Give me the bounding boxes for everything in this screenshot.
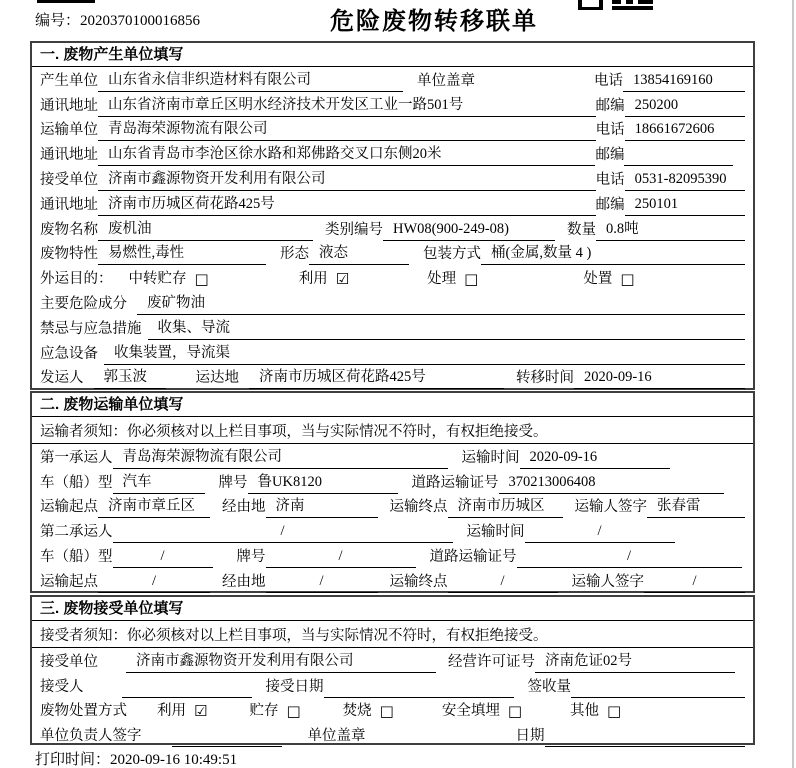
transporter-phone-value: 18661672606 (625, 121, 745, 141)
waste-category-label: 类别编号 (325, 221, 383, 238)
receipt-amount-label: 签收量 (527, 678, 571, 695)
plate1-label: 牌号 (218, 474, 248, 491)
road-license2-label: 道路运输证号 (429, 548, 517, 565)
shipper-label: 发运人 (40, 370, 84, 387)
vehicle-type2-value: / (113, 548, 213, 568)
road-license1-label: 道路运输证号 (411, 474, 499, 491)
transfer-time-value: 2020-09-16 (574, 369, 745, 389)
row-manager-sign (32, 722, 753, 747)
waste-category-value: HW08(900-249-08) (383, 221, 555, 241)
route2-via-value: / (266, 573, 378, 593)
disposal-option-incinerate: 焚烧 (342, 703, 372, 720)
waste-quantity-label: 数量 (567, 221, 596, 238)
row-receiver-notice (32, 621, 753, 648)
purpose-option-dispose: 处置 (583, 271, 613, 288)
disposal-option-other: 其他 (570, 703, 600, 720)
waste-traits-label: 废物特性 (40, 246, 98, 263)
print-time-label: 打印时间： (35, 752, 111, 768)
section-producer (30, 41, 755, 390)
plate2-label: 牌号 (236, 548, 266, 565)
receiver-phone-label: 电话 (595, 171, 625, 188)
accept-date-value (324, 695, 514, 698)
waste-name-label: 废物名称 (40, 221, 98, 238)
section-receiver-title: 三. 废物接受单位填写 (32, 597, 753, 621)
transporter-notice-label: 运输者须知： (40, 423, 127, 440)
vehicle-type1-value: 汽车 (113, 470, 205, 494)
cropped-header-artifact (37, 0, 95, 3)
section-producer-title: 一. 废物产生单位填写 (32, 43, 753, 67)
serial-number (35, 9, 200, 30)
disposal-option-use: 利用 (157, 703, 186, 720)
row-shipper (32, 365, 753, 390)
route1-sign-value: 张春雷 (647, 494, 745, 518)
disposal-method-label: 废物处置方式 (40, 703, 127, 720)
disposal-incinerate-checkbox: □ (379, 702, 394, 721)
accept-person-label: 接受人 (40, 678, 84, 695)
serial-value: 2020370100016856 (80, 13, 201, 29)
emergency-measures-value: 收集、导流 (148, 316, 746, 340)
purpose-use-checkbox: ☑ (335, 270, 350, 289)
purpose-option-treat: 处理 (427, 271, 457, 288)
transfer-time-label: 转移时间 (516, 370, 574, 387)
row-waste-traits (32, 241, 753, 266)
accept-date-label: 接受日期 (265, 678, 324, 695)
row-emergency-measures (32, 315, 753, 340)
waste-name-value: 废机油 (98, 217, 313, 241)
first-carrier-value: 青岛海荣源物流有限公司 (113, 445, 448, 469)
transporter-unit-label: 运输单位 (40, 122, 98, 139)
qr-code-fragment-icon (578, 0, 654, 10)
receiver-phone-value: 0531-82095390 (625, 171, 745, 191)
route2-sign-label: 运输人签字 (571, 573, 644, 590)
road-license2-value: / (517, 548, 742, 568)
purpose-label: 外运目的： (40, 271, 113, 288)
vehicle-type2-label: 车（船）型 (40, 548, 113, 565)
disposal-option-landfill: 安全填埋 (441, 703, 500, 720)
receiver-unit-label: 接受单位 (40, 171, 98, 188)
route1-start-label: 运输起点 (40, 499, 98, 516)
row-vehicle2 (32, 543, 753, 568)
disposal-other-checkbox: □ (607, 702, 622, 721)
serial-label: 编号： (35, 13, 81, 29)
destination-label: 运达地 (195, 370, 239, 387)
route1-sign-label: 运输人签字 (574, 499, 647, 516)
sign-date-label: 日期 (515, 728, 545, 745)
row-accept-person (32, 673, 753, 698)
accept-person-value (122, 695, 252, 698)
disposal-landfill-checkbox: □ (507, 702, 523, 721)
producer-address-label: 通讯地址 (40, 97, 98, 114)
route2-end-value: / (448, 573, 558, 593)
section-transporter-title: 二. 废物运输单位填写 (32, 393, 753, 417)
producer-phone-label: 电话 (594, 72, 623, 89)
first-carrier-label: 第一承运人 (40, 449, 113, 466)
manager-sign-value (172, 744, 282, 747)
section-transporter (30, 391, 755, 593)
section-receiver (30, 595, 755, 745)
row-transporter-notice (32, 417, 753, 444)
hazard-component-label: 主要危险成分 (40, 295, 127, 312)
road-license1-value: 370213006408 (499, 474, 724, 494)
permit-value: 济南危证02号 (535, 649, 735, 673)
row-receiver-unit (32, 166, 753, 191)
transporter-address-value: 山东省青岛市李沧区徐水路和郑佛路交叉口东侧20米 (98, 142, 595, 166)
producer-zip-value: 250200 (625, 97, 745, 117)
second-carrier-label: 第二承运人 (40, 524, 113, 541)
producer-zip-label: 邮编 (595, 97, 625, 114)
purpose-option-use: 利用 (298, 271, 328, 288)
vehicle-type1-label: 车（船）型 (40, 474, 113, 491)
receiver-notice-text: 你必须核对以上栏目事项，当与实际情况不符时，有权拒绝接受。 (127, 627, 548, 644)
transport-time1-value: 2020-09-16 (520, 449, 670, 469)
disposal-option-store: 贮存 (249, 703, 279, 720)
waste-quantity-value: 0.8吨 (596, 217, 745, 241)
purpose-storage-checkbox: □ (194, 270, 209, 289)
row-route2 (32, 568, 753, 593)
receipt-amount-value (571, 695, 745, 698)
waste-form-label: 形态 (280, 246, 309, 263)
producer-phone-value: 13854169160 (623, 72, 745, 92)
emergency-measures-label: 禁忌与应急措施 (40, 320, 142, 337)
shipper-value: 郭玉波 (94, 365, 166, 389)
route2-start-label: 运输起点 (40, 573, 98, 590)
row-producer-address (32, 92, 753, 117)
transporter-unit-value: 青岛海荣源物流有限公司 (98, 117, 596, 141)
waste-form-value: 液态 (309, 241, 409, 265)
transporter-zip-value (624, 163, 733, 166)
waste-traits-value: 易燃性,毒性 (98, 241, 266, 265)
transporter-zip-label: 邮编 (595, 147, 625, 164)
transport-time2-label: 运输时间 (466, 524, 525, 541)
row-second-carrier (32, 518, 753, 543)
row-emergency-equipment (32, 340, 753, 365)
unit-seal2-label: 单位盖章 (307, 728, 366, 745)
sign-date-value (545, 744, 746, 747)
plate1-value: 鲁UK8120 (248, 470, 398, 494)
row-transporter-unit (32, 117, 753, 142)
transporter-phone-label: 电话 (595, 122, 625, 139)
plate2-value: / (266, 548, 416, 568)
row-transporter-address (32, 141, 753, 166)
page-edge-line (792, 0, 794, 768)
transport-time1-label: 运输时间 (461, 449, 520, 466)
row-first-carrier (32, 444, 753, 469)
row-accept-unit (32, 648, 753, 673)
receiver-address-value: 济南市历城区荷花路425号 (98, 192, 596, 216)
route2-via-label: 经由地 (222, 573, 266, 590)
receiver-notice-label: 接受者须知： (40, 627, 127, 644)
page-title: 危险废物转移联单 (330, 8, 538, 35)
print-time-value: 2020-09-16 10:49:51 (110, 752, 238, 768)
transporter-notice-text: 你必须核对以上栏目事项，当与实际情况不符时，有权拒绝接受。 (127, 423, 548, 440)
route1-via-label: 经由地 (222, 499, 266, 516)
hazard-component-value: 废矿物油 (137, 291, 745, 315)
row-transfer-purpose (32, 265, 753, 290)
emergency-equipment-value: 收集装置，导流渠 (104, 341, 745, 365)
permit-label: 经营许可证号 (448, 653, 535, 670)
transport-time2-value: / (525, 523, 675, 543)
print-time (35, 748, 237, 768)
row-vehicle1 (32, 469, 753, 494)
producer-unit-label: 产生单位 (40, 72, 98, 89)
destination-value: 济南市历城区荷花路425号 (249, 365, 504, 389)
route1-end-label: 运输终点 (389, 499, 448, 516)
row-producer-unit (32, 67, 753, 92)
manager-sign-label: 单位负责人签字 (40, 728, 142, 745)
producer-unit-value: 山东省永信非织造材料有限公司 (98, 68, 403, 92)
receiver-zip-label: 邮编 (595, 196, 625, 213)
purpose-dispose-checkbox: □ (620, 270, 635, 289)
disposal-store-checkbox: □ (286, 702, 301, 721)
row-waste-name (32, 216, 753, 241)
transporter-address-label: 通讯地址 (40, 147, 98, 164)
producer-address-value: 山东省济南市章丘区明水经济技术开发区工业一路501号 (98, 93, 596, 117)
accept-unit-label: 接受单位 (40, 653, 98, 670)
route1-start-value: 济南市章丘区 (98, 494, 210, 518)
row-route1 (32, 494, 753, 519)
route1-via-value: 济南 (266, 494, 378, 518)
row-hazard-component (32, 290, 753, 315)
unit-seal-label: 单位盖章 (417, 72, 475, 89)
route1-end-value: 济南市历城区 (448, 494, 563, 518)
route2-sign-value: / (644, 573, 745, 593)
packing-label: 包装方式 (423, 246, 481, 263)
emergency-equipment-label: 应急设备 (40, 345, 98, 362)
purpose-option-storage: 中转贮存 (128, 271, 187, 288)
receiver-zip-value: 250101 (625, 196, 745, 216)
receiver-unit-value: 济南市鑫源物资开发利用有限公司 (98, 167, 596, 191)
row-receiver-address (32, 191, 753, 216)
row-disposal-method (32, 698, 753, 723)
purpose-treat-checkbox: □ (464, 270, 479, 289)
route2-start-value: / (98, 573, 210, 593)
packing-value: 桶(金属,数量 4 ) (481, 241, 745, 265)
accept-unit-value: 济南市鑫源物资开发利用有限公司 (126, 649, 436, 673)
disposal-use-checkbox: ☑ (194, 702, 208, 721)
receiver-address-label: 通讯地址 (40, 196, 98, 213)
route2-end-label: 运输终点 (389, 573, 448, 590)
second-carrier-value: / (113, 523, 453, 543)
